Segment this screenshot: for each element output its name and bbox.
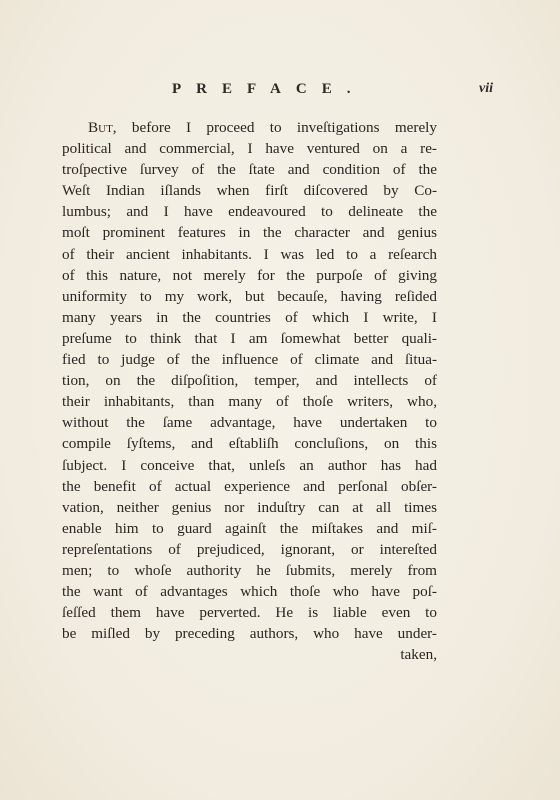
page-header: [0, 81, 560, 105]
text-line: the benefit of actual experience and perſonal obſer-: [62, 477, 437, 495]
text-line: lumbus; and I have endeavoured to delineate the: [62, 203, 437, 221]
body-text: [62, 117, 437, 665]
text-line: uniformity to my work, but becauſe, having reſided: [62, 287, 437, 305]
text-line: tion, on the diſpoſition, temper, and intellects of: [62, 372, 437, 390]
text-line: political and commercial, I have ventured on a re-: [62, 140, 437, 158]
text-line: the want of advantages which thoſe who have poſ-: [62, 583, 437, 601]
text-line: [62, 117, 437, 138]
text-line: their inhabitants, than many of thoſe writers, who,: [62, 393, 437, 411]
text-line: fied to judge of the influence of climate and ſitua-: [62, 351, 437, 369]
running-head: PREFACE.: [172, 81, 366, 97]
text-line: of their ancient inhabitants. I was led to a reſearch: [62, 245, 437, 263]
text-line-content: before I proceed to inveſtigations merely: [116, 119, 437, 136]
text-line: of this nature, not merely for the purpoſe of giving: [62, 266, 437, 284]
text-line: compile ſyſtems, and eſtabliſh concluſions, on this: [62, 435, 437, 453]
page-number: vii: [479, 81, 493, 96]
text-line: troſpective ſurvey of the ſtate and condition of the: [62, 161, 437, 179]
text-line: men; to whoſe authority he ſubmits, merely from: [62, 561, 437, 579]
text-line: repreſentations of prejudiced, ignorant, or intereſted: [62, 540, 437, 558]
text-line: without the ſame advantage, have undertaken to: [62, 414, 437, 432]
catchword: taken,: [400, 646, 437, 664]
text-line: ſubject. I conceive that, unleſs an author has had: [62, 456, 437, 474]
text-line: ſeſſed them have perverted. He is liable even to: [62, 604, 437, 622]
text-line: enable him to guard againſt the miſtakes and miſ-: [62, 519, 437, 537]
text-line: be miſled by preceding authors, who have under-: [62, 625, 437, 643]
text-line: many years in the countries of which I write, I: [62, 308, 437, 326]
text-line: Weſt Indian iſlands when firſt diſcovered by Co-: [62, 182, 437, 200]
first-word: But,: [88, 119, 117, 136]
text-line: preſume to think that I am ſomewhat better quali-: [62, 329, 437, 347]
text-line: vation, neither genius nor induſtry can at all times: [62, 498, 437, 516]
text-line: moſt prominent features in the character and genius: [62, 224, 437, 242]
